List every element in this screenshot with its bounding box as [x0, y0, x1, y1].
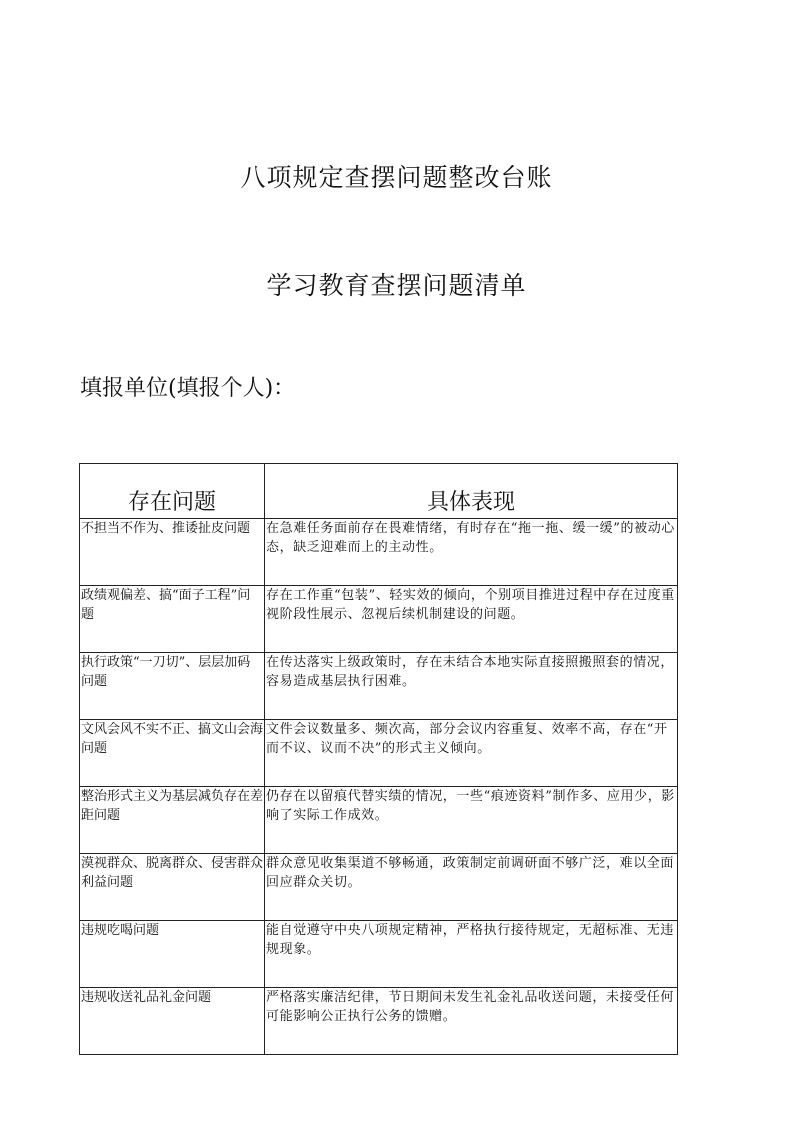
problem-cell: 文风会风不实不正、搞文山会海问题 — [80, 720, 265, 787]
table-row — [80, 988, 678, 1055]
problem-cell: 政绩观偏差、搞“面子工程”问题 — [80, 586, 265, 653]
problem-cell: 执行政策“一刀切”、层层加码问题 — [80, 653, 265, 720]
table-row — [80, 519, 678, 586]
detail-cell: 在传达落实上级政策时，存在未结合本地实际直接照搬照套的情况，容易造成基层执行困难。 — [265, 653, 678, 720]
detail-cell: 存在工作重“包装”、轻实效的倾向，个别项目推进过程中存在过度重视阶段性展示、忽视后续机制建设的问题。 — [265, 586, 678, 653]
problem-cell: 整治形式主义为基层减负存在差距问题 — [80, 787, 265, 854]
table-row — [80, 653, 678, 720]
table-row — [80, 787, 678, 854]
problem-cell: 漠视群众、脱离群众、侵害群众利益问题 — [80, 854, 265, 921]
problem-cell: 不担当不作为、推诿扯皮问题 — [80, 519, 265, 586]
detail-cell: 能自觉遵守中央八项规定精神，严格执行接待规定，无超标准、无违规现象。 — [265, 921, 678, 988]
header-detail: 具体表现 — [265, 464, 678, 519]
detail-cell: 仍存在以留痕代替实绩的情况，一些“痕迹资料”制作多、应用少，影响了实际工作成效。 — [265, 787, 678, 854]
detail-cell: 文件会议数量多、频次高，部分会议内容重复、效率不高，存在“开而不议、议而不决”的形式主义倾向。 — [265, 720, 678, 787]
problem-table — [79, 463, 678, 1055]
problem-cell: 违规吃喝问题 — [80, 921, 265, 988]
header-problem: 存在问题 — [80, 464, 265, 519]
table-row — [80, 921, 678, 988]
detail-cell: 严格落实廉洁纪律，节日期间未发生礼金礼品收送问题，未接受任何可能影响公正执行公务的馈赠。 — [265, 988, 678, 1055]
table-header-row — [80, 464, 678, 519]
table-row — [80, 854, 678, 921]
detail-cell: 在急难任务面前存在畏难情绪，有时存在“拖一拖、缓一缓”的被动心态，缺乏迎难而上的主动性。 — [265, 519, 678, 586]
page-title: 八项规定查摆问题整改台账 — [240, 163, 553, 192]
table-row — [80, 586, 678, 653]
reporting-unit-label: 填报单位(填报个人)： — [80, 376, 296, 401]
table-row — [80, 720, 678, 787]
problem-cell: 违规收送礼品礼金问题 — [80, 988, 265, 1055]
detail-cell: 群众意见收集渠道不够畅通，政策制定前调研面不够广泛，难以全面回应群众关切。 — [265, 854, 678, 921]
page-subtitle: 学习教育查摆问题清单 — [266, 271, 527, 300]
